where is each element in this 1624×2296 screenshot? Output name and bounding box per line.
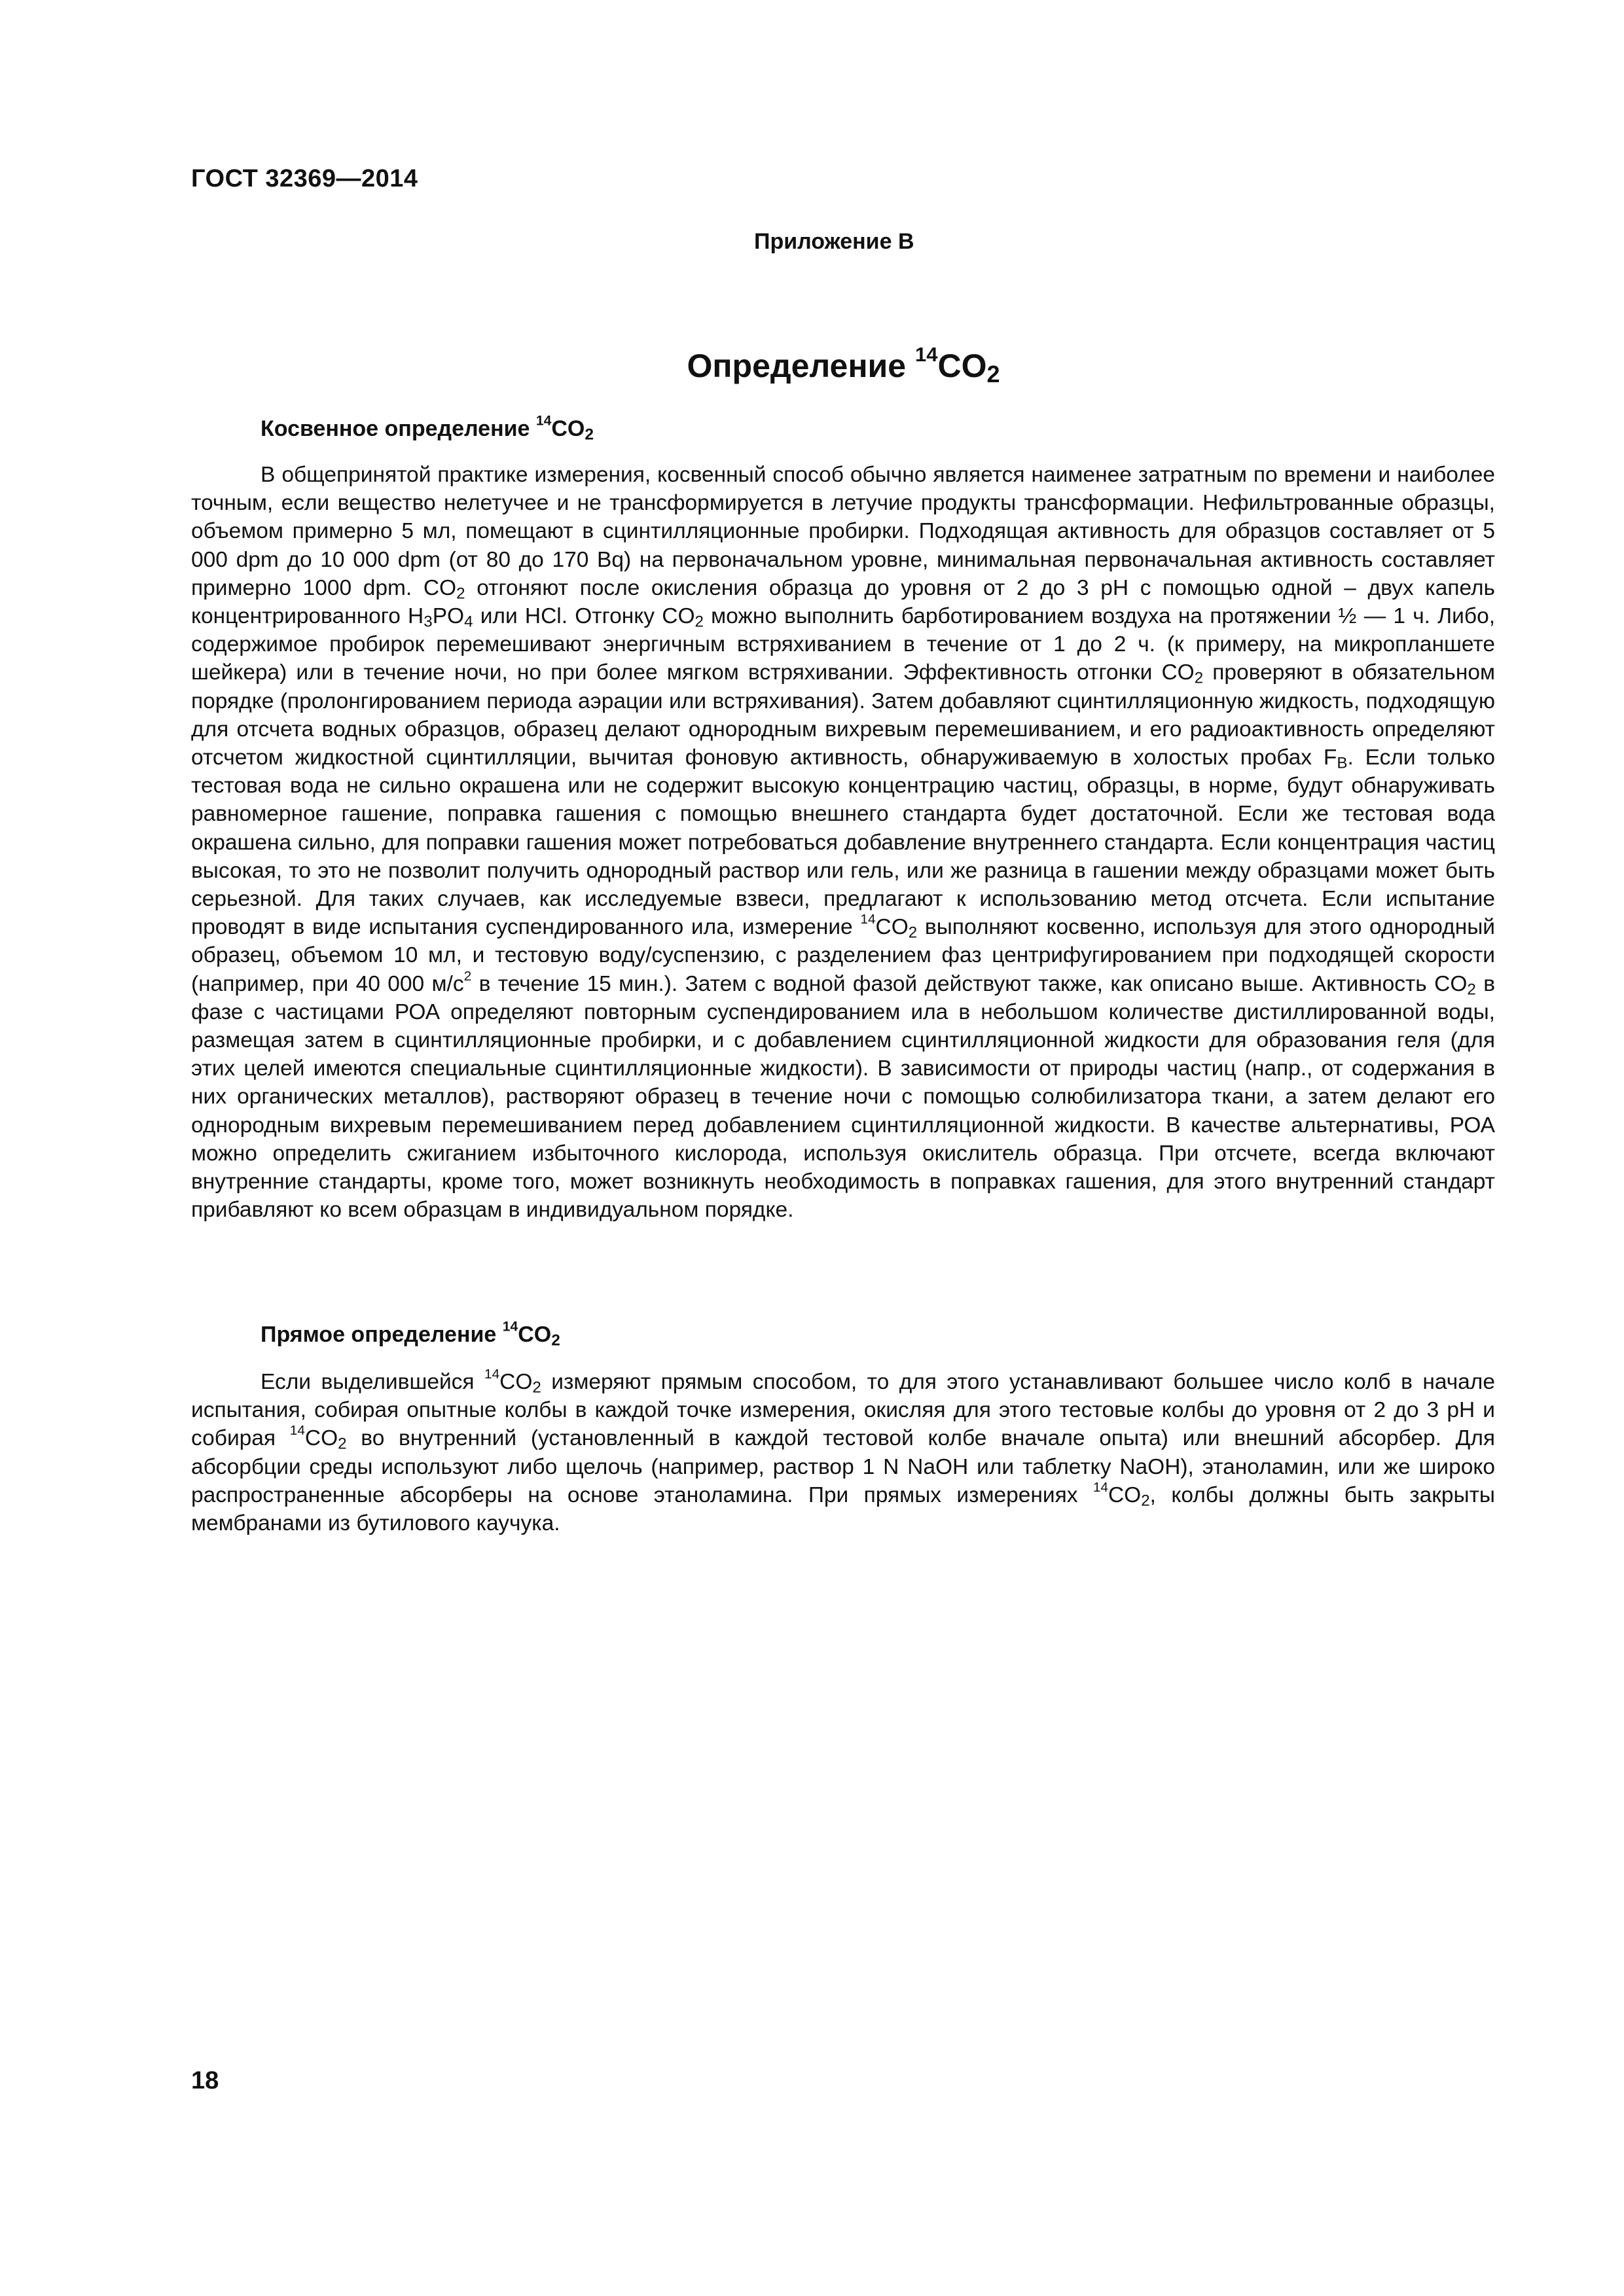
heading-formula: CO [518,1322,552,1347]
section-heading-indirect [261,413,594,444]
title-subscript: 2 [986,360,1000,387]
page-number: 18 [191,2067,219,2094]
section-heading-direct [261,1319,560,1350]
heading-subscript: 2 [585,425,594,444]
document-code: ГОСТ 32369—2014 [191,165,418,192]
paragraph-indirect-method: В общепринятой практике измерения, косвенный способ обычно является наименее затратным по времени и наиболее точным, если вещество нелетучее и не трансформируется в летучие продукты трансформации. Нефильтрованные образцы, объемом примерно 5 мл, помещают в сцинтилляционные пробирки. Подходящая активность для образцов составляет от 5 000 dpm до 10 000 dpm (от 80 до 170 Bq) на первоначальном уровне, минимальная первоначальная активность составляет примерно 1000 dpm. $CO_2$ отгоняют после окисления образца до уровня от 2 до 3 pH с помощью одной – двух капель концентрированного $H_3PO_4$ или HCl. Отгонку $CO_2$ можно выполнить барботированием воздуха на протяжении ½ — 1 ч. Либо, содержимое пробирок перемешивают энергичным встряхиванием в течение от 1 до 2 ч. (к примеру, на микропланшете шейкера) или в течение ночи, но при более мягком встряхивании. Эффективность отгонки $CO_2$ проверяют в обязательном порядке (пролонгированием периода аэрации или встряхивания). Затем добавляют сцинтилляционную жидкость, подходящую для отсчета водных образцов, образец делают однородным вихревым перемешиванием, и его радиоактивность определяют отсчетом жидкостной сцинтилляции, вычитая фоновую активность, обнаруживаемую в холостых пробах $F_B$. Если только тестовая вода не сильно окрашена или не содержит высокую концентрацию частиц, образцы, в норме, будут обнаруживать равномерное гашение, поправка гашения с помощью внешнего стандарта будет достаточной. Если же тестовая вода окрашена сильно, для поправки гашения может потребоваться добавление внутреннего стандарта. Если концентрация частиц высокая, то это не позволит получить однородный раствор или гель, или же разница в гашении между образцами может быть серьезной. Для таких случаев, как исследуемые взвеси, предлагают к использованию метод отсчета. Если испытание проводят в виде испытания суспендированного ила, измерение $^{14}CO_2$ выполняют косвенно, используя для этого однородный образец, объемом 10 мл, и тестовую воду/суспензию, с разделением фаз центрифугированием при подходящей скорости (например, при 40 000 $м/с^2$ в течение 15 мин.). Затем с водной фазой действуют также, как описано выше. Активность $CO_2$ в фазе с частицами РОА определяют повторным суспендированием ила в небольшом количестве дистиллированной воды, размещая затем в сцинтилляционные пробирки, и с добавлением сцинтилляционной жидкости для образования геля (для этих целей имеются специальные сцинтилляционные жидкости). В зависимости от природы частиц (напр., от содержания в них органических металлов), растворяют образец в течение ночи с помощью солюбилизатора ткани, а затем делают его однородным вихревым перемешиванием перед добавлением сцинтилляционной жидкости. В качестве альтернативы, РОА можно определить сжиганием избыточного кислорода, используя окислитель образца. При отсчете, всегда включают внутренние стандарты, кроме того, может возникнуть необходимость в поправках гашения, для этого внутренний стандарт прибавляют ко всем образцам в индивидуальном порядке. [191,463,1496,1223]
heading-text: Косвенное определение [261,416,530,441]
title-text: Определение [687,348,907,384]
paragraph-direct-method: Если выделившейся $^{14}CO_2$ измеряют прямым способом, то для этого устанавливают большее число колб в начале испытания, собирая опытные колбы в каждой точке измерения, окисляя для этого тестовые колбы до уровня от 2 до 3 pH и собирая $^{14}CO_2$ во внутренний (установленный в каждой тестовой колбе вначале опыта) или внешний абсорбер. Для абсорбции среды используют либо щелочь (например, раствор 1 N NaOH или таблетку NaOH), этаноламин, или же широко распространенные абсорберы на основе этаноламина. При прямых измерениях $^{14}CO_2$, колбы должны быть закрыты мембранами из бутилового каучука. [191,1366,1496,1536]
heading-text: Прямое определение [261,1322,497,1347]
appendix-label: Приложение В [754,229,914,254]
page-title [0,342,1624,387]
heading-subscript: 2 [551,1331,560,1350]
heading-isotope: 14 [535,413,552,429]
title-isotope: 14 [915,342,938,366]
heading-formula: CO [551,416,585,441]
heading-isotope: 14 [502,1319,518,1335]
title-formula: CO [937,348,987,384]
